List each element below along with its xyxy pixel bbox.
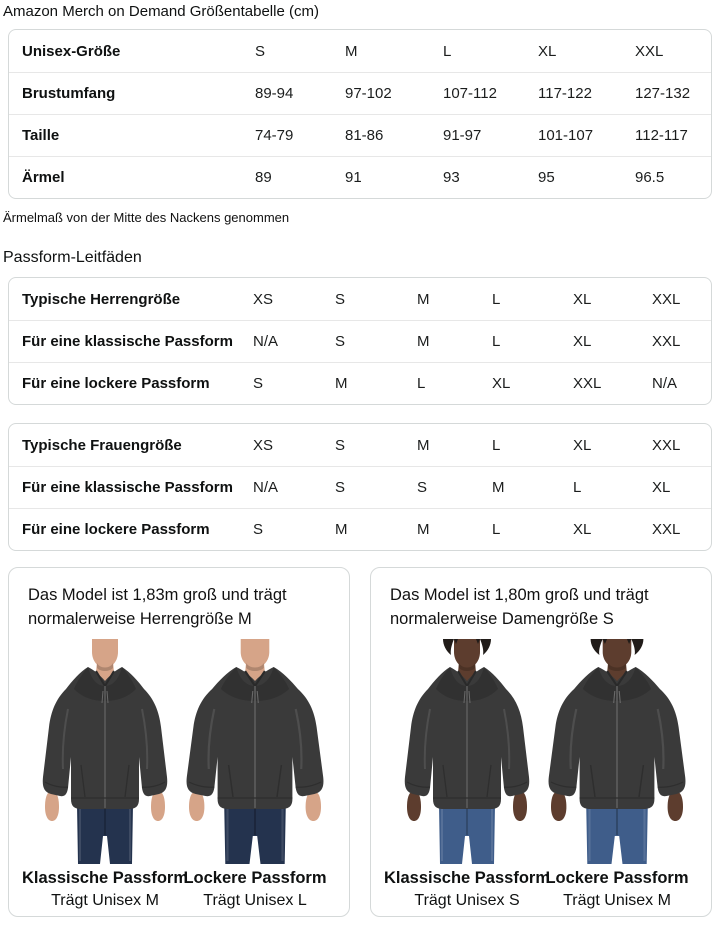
row-label: Taille [22,127,60,144]
table-cell: XL [573,290,592,308]
table-cell: L [492,436,501,454]
table-cell: XS [253,436,274,454]
table-cell: XL [538,42,557,60]
fit-table-women [8,423,712,551]
table-cell: 117-122 [538,85,592,102]
table-cell: 91 [345,169,362,186]
row-label: Für eine klassische Passform [22,333,233,350]
table-cell: S [417,479,428,496]
table-cell: S [253,375,264,392]
table-cell: XXL [652,333,681,350]
photo-row [22,639,331,910]
table-cell: 112-117 [635,127,688,144]
table-cell: N/A [253,333,279,350]
table-cell: M [335,521,348,538]
table-row [9,508,711,550]
model-photo-loose-fit [542,639,692,910]
table-cell: 127-132 [635,85,691,102]
female-model-classic-illustration [392,639,542,864]
table-cell: 91-97 [443,127,482,144]
table-cell: 97-102 [345,85,392,102]
table-cell: XXL [652,436,681,454]
model-card-men [8,567,350,917]
table-row [9,362,711,404]
table-row [9,320,711,362]
table-cell: 89 [255,169,272,186]
table-row [9,72,711,114]
photo-caption-fit: Klassische Passform [384,869,551,887]
male-model-loose-illustration [180,639,330,864]
table-cell: 89-94 [255,85,294,102]
table-cell: XXL [652,521,681,538]
row-label: Für eine klassische Passform [22,479,233,496]
photo-caption-size: Trägt Unisex L [203,892,307,909]
photo-caption-fit: Lockere Passform [183,869,327,887]
table-cell: XXL [635,42,664,60]
table-cell: 101-107 [538,127,594,144]
table-cell: L [417,375,426,392]
table-cell: L [492,521,501,538]
model-photo-classic-fit [384,639,551,910]
table-cell: L [492,290,501,308]
table-cell: S [335,333,346,350]
table-cell: N/A [253,479,279,496]
table-cell: L [492,333,501,350]
table-cell: S [335,436,346,454]
male-model-classic-illustration [30,639,180,864]
table-row [9,30,711,72]
model-cards [0,567,720,917]
photo-caption-size: Trägt Unisex S [414,892,520,909]
table-cell: 74-79 [255,127,294,144]
table-cell: XL [492,375,511,392]
photo-caption-fit: Klassische Passform [22,869,189,887]
table-cell: XL [573,436,592,454]
model-description: Das Model ist 1,83m groß und trägt normalerweise Herrengröße M [28,586,287,628]
photo-caption-size: Trägt Unisex M [51,892,159,909]
table-cell: XS [253,290,274,308]
table-cell: M [417,436,430,454]
table-row [9,424,711,466]
row-label: Ärmel [22,169,65,186]
page-title: Amazon Merch on Demand Größentabelle (cm) [3,3,319,20]
size-table [8,29,712,199]
table-cell: 96.5 [635,169,665,186]
table-row [9,114,711,156]
model-photo-loose-fit [180,639,330,910]
table-cell: M [417,290,430,308]
fit-table-men [8,277,712,405]
table-cell: 93 [443,169,460,186]
photo-caption-size: Trägt Unisex M [563,892,671,909]
female-model-loose-illustration [542,639,692,864]
table-row [9,156,711,198]
table-cell: XL [573,333,592,350]
table-cell: XL [652,479,671,496]
table-cell: XXL [573,375,602,392]
table-cell: S [335,479,346,496]
row-label: Brustumfang [22,85,116,102]
sleeve-measure-note: Ärmelmaß von der Mitte des Nackens genommen [3,210,290,225]
table-row [9,466,711,508]
table-cell: XXL [652,290,681,308]
table-cell: S [255,42,266,60]
table-cell: L [443,42,452,60]
row-label: Für eine lockere Passform [22,521,210,538]
photo-row [384,639,693,910]
row-label: Typische Frauengröße [22,436,182,454]
table-cell: M [417,333,430,350]
table-cell: S [335,290,346,308]
table-cell: XL [573,521,592,538]
table-cell: M [335,375,348,392]
table-cell: M [345,42,358,60]
row-label: Unisex-Größe [22,42,121,60]
table-row [9,278,711,320]
table-cell: N/A [652,375,678,392]
row-label: Für eine lockere Passform [22,375,210,392]
photo-caption-fit: Lockere Passform [545,869,689,887]
table-cell: S [253,521,264,538]
table-cell: 81-86 [345,127,384,144]
table-cell: M [492,479,505,496]
model-card-women [370,567,712,917]
table-cell: M [417,521,430,538]
row-label: Typische Herrengröße [22,290,181,308]
fit-guides-title: Passform-Leitfäden [3,249,142,266]
model-description: Das Model ist 1,80m groß und trägt normalerweise Damengröße S [390,586,649,628]
table-cell: 107-112 [443,85,497,102]
table-cell: 95 [538,169,555,186]
table-cell: L [573,479,582,496]
model-photo-classic-fit [22,639,189,910]
